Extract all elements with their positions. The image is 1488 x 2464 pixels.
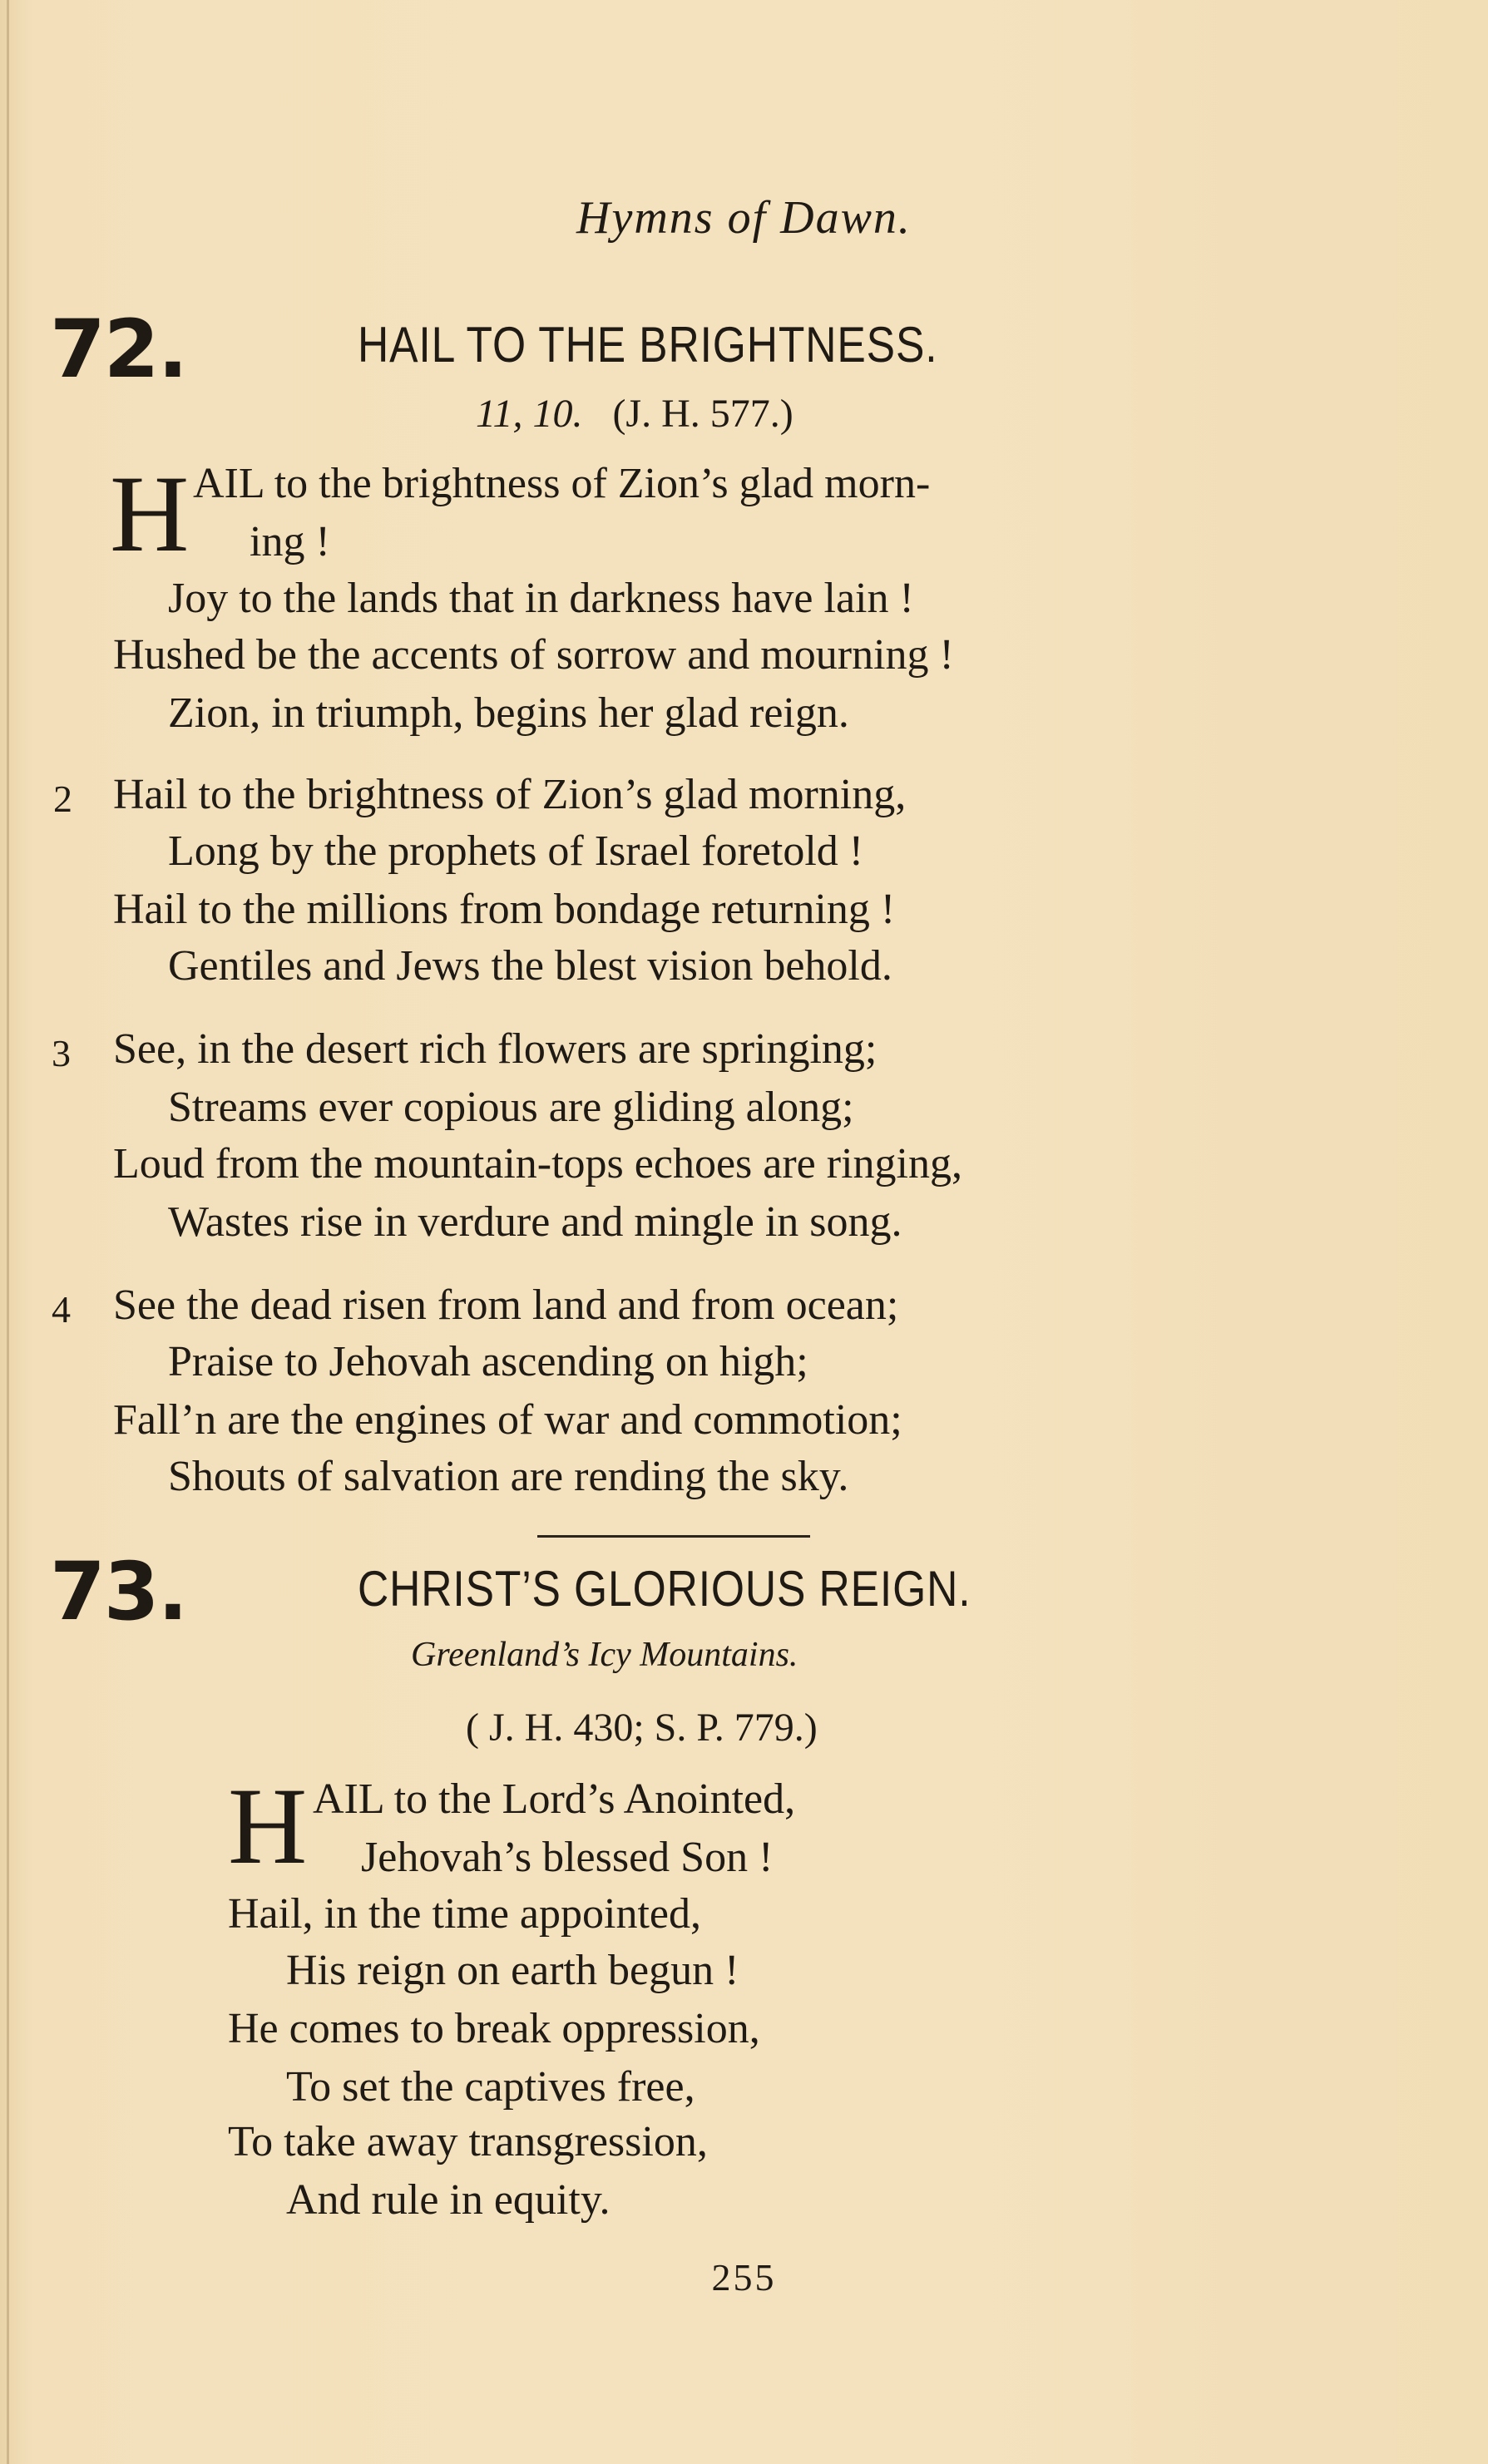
hymn-72-meter: 11, 10. — [476, 392, 583, 436]
hymn-72-line-13: Wastes rise in verdure and mingle in song. — [168, 1198, 902, 1246]
hymn-72-line-8: Hail to the millions from bondage returning ! — [113, 886, 896, 933]
hymn-72-meta — [476, 391, 793, 437]
hymn-73-title: CHRIST’S GLORIOUS REIGN. — [358, 1561, 971, 1617]
page-number: 255 — [711, 2256, 777, 2299]
hymn-72-line-4: Hushed be the accents of sorrow and mourning ! — [113, 631, 954, 679]
hymn-72-line-9: Gentiles and Jews the blest vision behold. — [168, 942, 892, 990]
hymn-73-line-4: His reign on earth begun ! — [286, 1947, 739, 1994]
hymn-73-line-6: To set the captives free, — [286, 2063, 695, 2111]
hymn-72-line-14: See the dead risen from land and from ocean; — [113, 1281, 899, 1329]
hymn-72-line-1: AIL to the brightness of Zion’s glad morn- — [193, 460, 931, 507]
hymn-72-line-15: Praise to Jehovah ascending on high; — [168, 1338, 808, 1385]
hymn-73-line-5: He comes to break oppression, — [228, 2005, 760, 2052]
hymn-73-number: 73. — [50, 1545, 187, 1638]
hymn-73-line-8: And rule in equity. — [286, 2176, 611, 2224]
hymn-72-line-5: Zion, in triumph, begins her glad reign. — [168, 689, 849, 737]
hymn-72-line-11: Streams ever copious are gliding along; — [168, 1084, 854, 1131]
hymn-72-line-16: Fall’n are the engines of war and commotion; — [113, 1396, 902, 1444]
hymn-72-line-17: Shouts of salvation are rending the sky. — [168, 1453, 849, 1500]
hymn-72-verse-number-3: 3 — [52, 1032, 71, 1074]
hymn-73-line-2: Jehovah’s blessed Son ! — [361, 1834, 774, 1881]
hymn-72-title: HAIL TO THE BRIGHTNESS. — [358, 317, 938, 373]
hymn-72-line-3: Joy to the lands that in darkness have lain ! — [168, 575, 914, 622]
hymn-73-line-1: AIL to the Lord’s Anointed, — [313, 1775, 796, 1823]
running-head: Hymns of Dawn. — [576, 192, 912, 244]
hymn-72-line-7: Long by the prophets of Israel foretold ! — [168, 827, 864, 875]
hymn-72-ref: (J. H. 577.) — [612, 392, 793, 436]
hymn-73-tune: Greenland’s Icy Mountains. — [411, 1636, 798, 1674]
hymn-72-verse-number-4: 4 — [52, 1288, 71, 1331]
hymn-73-drop-cap: H — [228, 1765, 308, 1887]
hymn-72-number: 72. — [50, 303, 187, 396]
hymn-72-line-10: See, in the desert rich flowers are springing; — [113, 1025, 877, 1073]
hymn-72-drop-cap: H — [110, 452, 190, 575]
hymn-72-line-6: Hail to the brightness of Zion’s glad morning, — [113, 771, 907, 818]
hymn-73-line-3: Hail, in the time appointed, — [228, 1890, 701, 1938]
hymn-72-line-12: Loud from the mountain-tops echoes are ringing, — [113, 1140, 962, 1188]
section-divider — [537, 1535, 810, 1538]
hymn-72-line-2: ing ! — [250, 518, 330, 565]
hymn-73-ref: ( J. H. 430; S. P. 779.) — [466, 1706, 818, 1750]
hymn-72-verse-number-2: 2 — [53, 778, 72, 820]
page-gutter — [7, 0, 9, 2464]
hymn-73-line-7: To take away transgression, — [228, 2118, 708, 2165]
